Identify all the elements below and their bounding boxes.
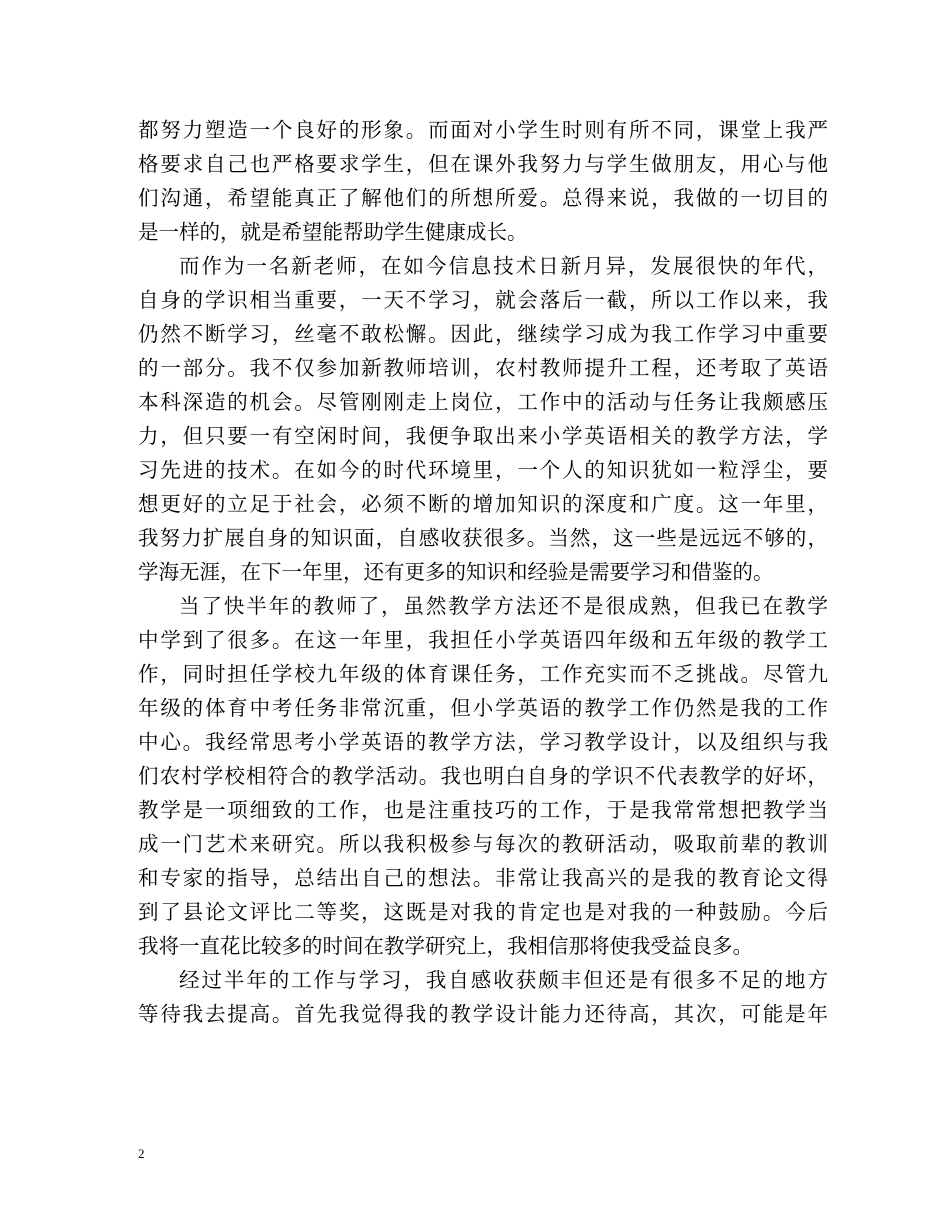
text-line: 想更好的立足于社会，必须不断的增加知识的深度和广度。这一年里， xyxy=(138,492,828,516)
text-line: 们农村学校相符合的教学活动。我也明白自身的学识不代表教学的好坏， xyxy=(138,764,828,788)
text-line: 格要求自己也严格要求学生，但在课外我努力与学生做朋友，用心与他 xyxy=(138,152,828,176)
text-line: 我努力扩展自身的知识面，自感收获很多。当然，这一些是远远不够的， xyxy=(138,526,828,550)
text-line: 和专家的指导，总结出自己的想法。非常让我高兴的是我的教育论文得 xyxy=(138,866,828,890)
text-line: 自身的学识相当重要，一天不学习，就会落后一截，所以工作以来，我 xyxy=(138,288,828,312)
text-line: 当了快半年的教师了，虽然教学方法还不是很成熟，但我已在教学 xyxy=(179,594,828,618)
text-line: 中学到了很多。在这一年里，我担任小学英语四年级和五年级的教学工 xyxy=(138,628,828,652)
text-line: 我将一直花比较多的时间在教学研究上，我相信那将使我受益良多。 xyxy=(138,934,753,958)
text-line: 习先进的技术。在如今的时代环境里，一个人的知识犹如一粒浮尘，要 xyxy=(138,458,828,482)
text-line: 教学是一项细致的工作，也是注重技巧的工作，于是我常常想把教学当 xyxy=(138,798,828,822)
text-line: 的一部分。我不仅参加新教师培训，农村教师提升工程，还考取了英语 xyxy=(138,356,828,380)
text-line: 经过半年的工作与学习，我自感收获颇丰但还是有很多不足的地方 xyxy=(179,968,828,992)
text-line: 都努力塑造一个良好的形象。而面对小学生时则有所不同，课堂上我严 xyxy=(138,118,828,142)
text-line: 成一门艺术来研究。所以我积极参与每次的教研活动，吸取前辈的教训 xyxy=(138,832,828,856)
page-number: 2 xyxy=(138,1146,145,1161)
text-line: 学海无涯，在下一年里，还有更多的知识和经验是需要学习和借鉴的。 xyxy=(138,560,774,584)
text-line: 作，同时担任学校九年级的体育课任务，工作充实而不乏挑战。尽管九 xyxy=(138,662,828,686)
text-line: 年级的体育中考任务非常沉重，但小学英语的教学工作仍然是我的工作 xyxy=(138,696,828,720)
document-body xyxy=(138,113,828,1031)
text-line: 们沟通，希望能真正了解他们的所想所爱。总得来说，我做的一切目的 xyxy=(138,186,828,210)
text-line: 等待我去提高。首先我觉得我的教学设计能力还待高，其次，可能是年 xyxy=(138,1002,828,1026)
text-line: 仍然不断学习，丝毫不敢松懈。因此，继续学习成为我工作学习中重要 xyxy=(138,322,828,346)
text-line: 力，但只要一有空闲时间，我便争取出来小学英语相关的教学方法，学 xyxy=(138,424,828,448)
text-line: 是一样的，就是希望能帮助学生健康成长。 xyxy=(138,220,528,244)
text-line: 中心。我经常思考小学英语的教学方法，学习教学设计，以及组织与我 xyxy=(138,730,828,754)
text-line: 本科深造的机会。尽管刚刚走上岗位，工作中的活动与任务让我颇感压 xyxy=(138,390,828,414)
text-line: 而作为一名新老师，在如今信息技术日新月异，发展很快的年代， xyxy=(179,254,828,278)
text-line: 到了县论文评比二等奖，这既是对我的肯定也是对我的一种鼓励。今后 xyxy=(138,900,828,924)
